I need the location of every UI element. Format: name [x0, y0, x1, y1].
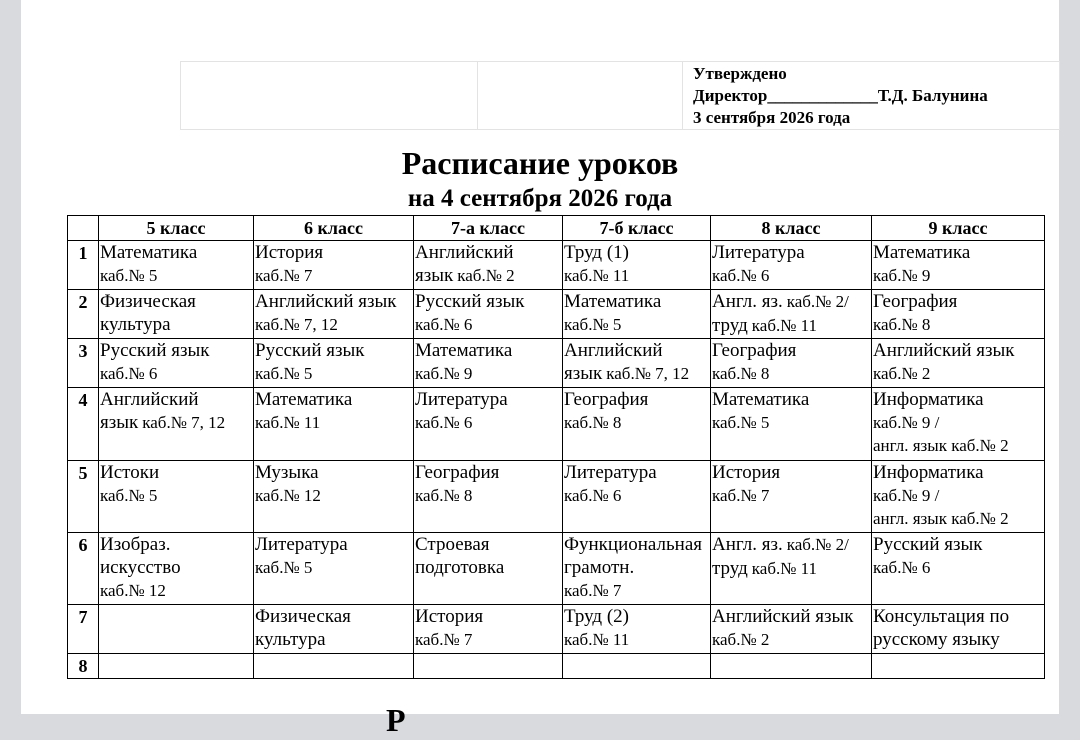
lesson-cell [254, 605, 414, 654]
subject-name: Математика [255, 389, 353, 410]
subject-name-cont: подготовка [415, 557, 505, 578]
lesson-cell [563, 461, 711, 533]
lesson-cell [563, 388, 711, 461]
lesson-cell [872, 388, 1045, 461]
lesson-cell [99, 290, 254, 339]
subject-name: История [712, 462, 781, 483]
room-number: каб.№ 7 [415, 630, 473, 649]
subject-name: География [712, 340, 797, 361]
subject-name: География [873, 291, 958, 312]
room-number: каб.№ 8 [415, 486, 473, 505]
lesson-cell [872, 461, 1045, 533]
subject-line [415, 264, 562, 288]
subject-line [712, 533, 871, 557]
subject-name: Труд (1) [564, 242, 630, 263]
room-number: каб.№ 7 [564, 581, 622, 600]
lesson-cell [254, 388, 414, 461]
subject-name: Англ. яз. [712, 534, 783, 555]
subject-name: Математика [564, 291, 662, 312]
lesson-cell [254, 339, 414, 388]
next-page-title-fragment: Р [386, 702, 406, 738]
subject-name-cont: язык [564, 363, 603, 384]
subject-name: англ. язык [873, 436, 947, 455]
approval-empty-cell [181, 62, 478, 130]
page-subtitle: на 4 сентября 2026 года [407, 185, 673, 212]
lesson-cell [414, 654, 563, 679]
subject-name: Литература [415, 389, 508, 410]
subject-name: Английский [100, 389, 199, 410]
subject-line [100, 411, 253, 435]
lesson-cell [99, 605, 254, 654]
lesson-row [68, 339, 1045, 388]
lesson-cell [563, 339, 711, 388]
subject-name: Информатика [873, 389, 984, 410]
subject-line [712, 557, 871, 581]
lesson-cell [872, 339, 1045, 388]
lesson-cell [254, 290, 414, 339]
room-number: каб.№ 5 [100, 266, 158, 285]
room-number: каб.№ 5 [255, 364, 313, 383]
approval-label: Утверждено [693, 64, 787, 83]
subject-name: Консультация по [873, 606, 1010, 627]
lesson-cell [711, 388, 872, 461]
lesson-cell [414, 241, 563, 290]
subject-name: Физическая [100, 291, 196, 312]
subject-name: Строевая [415, 534, 490, 555]
subject-name: Литература [255, 534, 348, 555]
room-number: каб.№ 7, 12 [606, 364, 690, 383]
subject-name: Русский язык [873, 534, 983, 555]
lesson-cell [563, 654, 711, 679]
lesson-number: 7 [68, 605, 99, 654]
subject-name: Литература [564, 462, 657, 483]
room-number: каб.№ 9 / [873, 486, 940, 505]
subject-name: Англ. яз. [712, 291, 783, 312]
lesson-cell [254, 461, 414, 533]
subject-name: Русский язык [415, 291, 525, 312]
room-number: каб.№ 7, 12 [142, 413, 226, 432]
schedule-table [67, 215, 1045, 679]
subject-line [873, 507, 1044, 530]
subject-line [712, 290, 871, 314]
lesson-cell [99, 461, 254, 533]
subject-name: Английский язык [873, 340, 1015, 361]
subject-name-cont: грамотн. [564, 557, 635, 578]
lesson-number: 3 [68, 339, 99, 388]
subject-name: англ. язык [873, 509, 947, 528]
lesson-cell [563, 241, 711, 290]
subject-name: История [255, 242, 324, 263]
room-number: каб.№ 6 [415, 315, 473, 334]
subject-line [712, 314, 871, 338]
lesson-cell [414, 290, 563, 339]
subject-name-cont: культура [255, 629, 326, 650]
room-number: каб.№ 11 [255, 413, 321, 432]
room-number: каб.№ 8 [564, 413, 622, 432]
subject-name: Русский язык [255, 340, 365, 361]
subject-name: Истоки [100, 462, 160, 483]
lesson-number: 6 [68, 533, 99, 605]
room-number: каб.№ 6 [873, 558, 931, 577]
room-number: каб.№ 5 [255, 558, 313, 577]
lesson-cell [711, 461, 872, 533]
subject-name-cont: язык [415, 265, 454, 286]
room-number: каб.№ 9 [415, 364, 473, 383]
lesson-row [68, 290, 1045, 339]
column-header: 7-а класс [414, 216, 563, 241]
approval-empty-cell [478, 62, 683, 130]
lesson-number: 1 [68, 241, 99, 290]
lesson-cell [414, 388, 563, 461]
subject-name-cont: культура [100, 314, 171, 335]
room-number: каб.№ 7, 12 [255, 315, 338, 334]
subject-name: Изобраз. [100, 534, 171, 555]
subject-name: Литература [712, 242, 805, 263]
lesson-cell [99, 241, 254, 290]
room-number: каб.№ 2 [951, 509, 1009, 528]
room-number: каб.№ 2/ [786, 292, 849, 311]
subject-name: История [415, 606, 484, 627]
subject-name: Английский язык [712, 606, 854, 627]
lesson-number: 5 [68, 461, 99, 533]
lesson-row [68, 461, 1045, 533]
subject-name: Математика [415, 340, 513, 361]
subject-name: Математика [712, 389, 810, 410]
subject-name: Функциональная [564, 534, 703, 555]
director-signature-line: Директор_____________Т.Д. Балунина [693, 86, 988, 105]
lesson-row [68, 388, 1045, 461]
column-header: 6 класс [254, 216, 414, 241]
room-number: каб.№ 11 [564, 630, 630, 649]
room-number: каб.№ 2 [457, 266, 515, 285]
room-number: каб.№ 11 [751, 559, 818, 578]
subject-line [873, 434, 1044, 457]
lesson-cell [563, 533, 711, 605]
column-header: 5 класс [99, 216, 254, 241]
lesson-cell [711, 339, 872, 388]
lesson-cell [711, 241, 872, 290]
lesson-cell [414, 339, 563, 388]
subject-name: Английский язык [255, 291, 397, 312]
lesson-cell [563, 290, 711, 339]
lesson-number: 8 [68, 654, 99, 679]
lesson-cell [711, 290, 872, 339]
lesson-number: 2 [68, 290, 99, 339]
lesson-cell [414, 605, 563, 654]
room-number: каб.№ 9 [873, 266, 931, 285]
subject-name: Музыка [255, 462, 319, 483]
document-page [21, 0, 1059, 738]
lesson-cell [872, 605, 1045, 654]
lesson-cell [711, 605, 872, 654]
lesson-cell [414, 461, 563, 533]
lesson-cell [711, 654, 872, 679]
lesson-cell [872, 290, 1045, 339]
lesson-cell [563, 605, 711, 654]
lesson-cell [254, 533, 414, 605]
subject-line [564, 362, 710, 386]
room-number: каб.№ 2 [951, 436, 1009, 455]
lesson-cell [872, 654, 1045, 679]
room-number: каб.№ 2 [712, 630, 770, 649]
subject-name: Математика [873, 242, 971, 263]
lesson-row [68, 654, 1045, 679]
room-number: каб.№ 2/ [786, 535, 849, 554]
lesson-row [68, 533, 1045, 605]
room-number: каб.№ 11 [751, 316, 818, 335]
subject-name: Математика [100, 242, 198, 263]
subject-name: География [415, 462, 500, 483]
room-number: каб.№ 5 [100, 486, 158, 505]
lesson-cell [254, 241, 414, 290]
room-number: каб.№ 6 [100, 364, 158, 383]
room-number: каб.№ 9 / [873, 413, 940, 432]
room-number: каб.№ 12 [255, 486, 321, 505]
room-number: каб.№ 8 [873, 315, 931, 334]
column-header-number [68, 216, 99, 241]
room-number: каб.№ 2 [873, 364, 931, 383]
subject-name-cont: искусство [100, 557, 181, 578]
room-number: каб.№ 6 [564, 486, 622, 505]
room-number: каб.№ 6 [712, 266, 770, 285]
approval-block [683, 62, 1060, 130]
lesson-cell [254, 654, 414, 679]
lesson-row [68, 241, 1045, 290]
page-title: Расписание уроков [401, 145, 679, 181]
room-number: каб.№ 5 [564, 315, 622, 334]
column-header: 7-б класс [563, 216, 711, 241]
subject-name: Труд (2) [564, 606, 630, 627]
room-number: каб.№ 7 [712, 486, 770, 505]
lesson-cell [99, 388, 254, 461]
subject-name: Физическая [255, 606, 351, 627]
subject-name: Английский [564, 340, 663, 361]
column-header: 9 класс [872, 216, 1045, 241]
subject-name-cont: труд [712, 315, 748, 336]
room-number: каб.№ 5 [712, 413, 770, 432]
header-row [68, 216, 1045, 241]
room-number: каб.№ 8 [712, 364, 770, 383]
lesson-cell [99, 533, 254, 605]
room-number: каб.№ 6 [415, 413, 473, 432]
subject-name: Информатика [873, 462, 984, 483]
column-header: 8 класс [711, 216, 872, 241]
lesson-number: 4 [68, 388, 99, 461]
subject-name-cont: труд [712, 558, 748, 579]
lesson-cell [711, 533, 872, 605]
room-number: каб.№ 11 [564, 266, 630, 285]
room-number: каб.№ 12 [100, 581, 166, 600]
subject-name: Английский [415, 242, 514, 263]
approval-date: 3 сентября 2026 года [693, 108, 851, 127]
subject-name: География [564, 389, 649, 410]
lesson-cell [414, 533, 563, 605]
subject-name: Русский язык [100, 340, 210, 361]
lesson-cell [872, 241, 1045, 290]
room-number: каб.№ 7 [255, 266, 313, 285]
subject-name-cont: язык [100, 412, 139, 433]
lesson-row [68, 605, 1045, 654]
lesson-cell [99, 654, 254, 679]
lesson-cell [872, 533, 1045, 605]
lesson-cell [99, 339, 254, 388]
approval-header-table [180, 61, 1060, 130]
subject-name-cont: русскому языку [873, 629, 1000, 650]
